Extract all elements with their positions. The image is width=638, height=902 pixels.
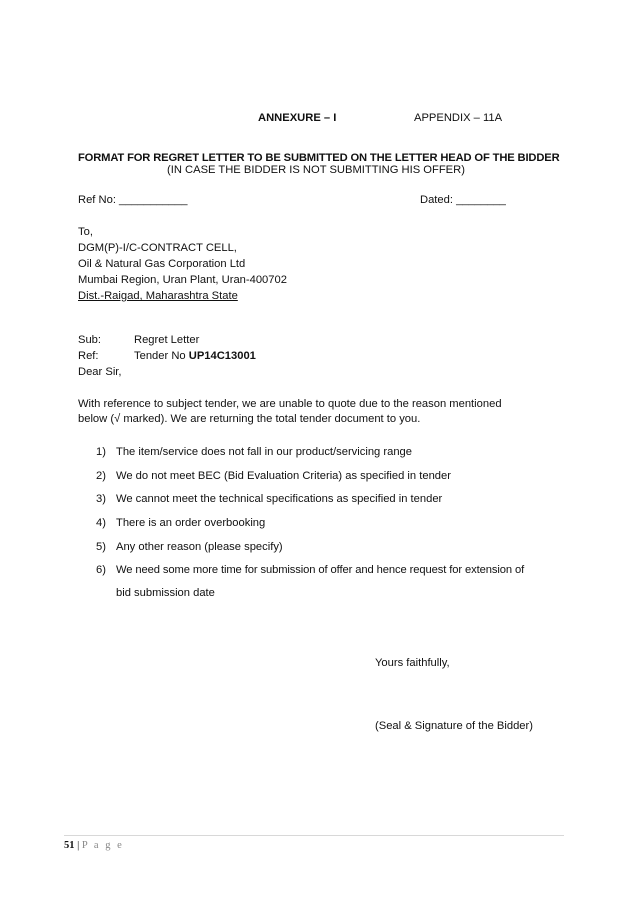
annexure-heading: ANNEXURE – I [258, 112, 337, 124]
body-line-1: With reference to subject tender, we are unable to quote due to the reason mentioned [78, 398, 502, 410]
sub-value: Regret Letter [134, 334, 200, 346]
reason-text: We need some more time for submission of offer and hence request for extension of [116, 564, 525, 576]
sub-label: Sub: [78, 334, 102, 346]
appendix-heading: APPENDIX – 11A [414, 112, 503, 124]
format-title: FORMAT FOR REGRET LETTER TO BE SUBMITTED ON THE LETTER HEAD OF THE BIDDER [78, 152, 560, 164]
page-label: P a g e [81, 840, 124, 851]
ref-label: Ref: [78, 350, 99, 362]
address-line-3: Mumbai Region, Uran Plant, Uran-400702 [78, 274, 287, 286]
salutation: Dear Sir, [78, 366, 122, 378]
reason-number: 6) [96, 564, 106, 576]
ref-number: Ref No: ___________ [78, 194, 188, 206]
reason-number: 5) [96, 541, 106, 553]
format-subtitle: (IN CASE THE BIDDER IS NOT SUBMITTING HIS OFFER) [167, 164, 465, 176]
address-line-1: DGM(P)-I/C-CONTRACT CELL, [78, 242, 237, 254]
page-number: 51 [64, 840, 75, 851]
tender-number: UP14C13001 [188, 350, 256, 362]
reason-text: There is an order overbooking [116, 517, 266, 529]
reason-text: We cannot meet the technical specifications as specified in tender [116, 493, 443, 505]
tender-reference [134, 349, 256, 363]
reason-text: The item/service does not fall in our product/servicing range [116, 446, 412, 458]
address-to: To, [78, 226, 93, 238]
footer-separator: | [74, 840, 82, 851]
tender-prefix: Tender No [134, 350, 189, 362]
reason-text-continued: bid submission date [116, 587, 215, 599]
reason-text: We do not meet BEC (Bid Evaluation Criteria) as specified in tender [116, 470, 451, 482]
body-line-2: below (√ marked). We are returning the total tender document to you. [78, 413, 421, 425]
page-footer [64, 839, 124, 852]
seal-signature-line: (Seal & Signature of the Bidder) [375, 720, 533, 732]
reason-text: Any other reason (please specify) [116, 541, 283, 553]
closing-yours-faithfully: Yours faithfully, [375, 657, 450, 669]
dated-field: Dated: ________ [420, 194, 506, 206]
address-line-2: Oil & Natural Gas Corporation Ltd [78, 258, 246, 270]
reason-number: 3) [96, 493, 106, 505]
reason-number: 2) [96, 470, 106, 482]
reason-number: 4) [96, 517, 106, 529]
footer-divider [64, 835, 564, 836]
address-line-4: Dist.-Raigad, Maharashtra State [78, 290, 238, 302]
reason-number: 1) [96, 446, 106, 458]
